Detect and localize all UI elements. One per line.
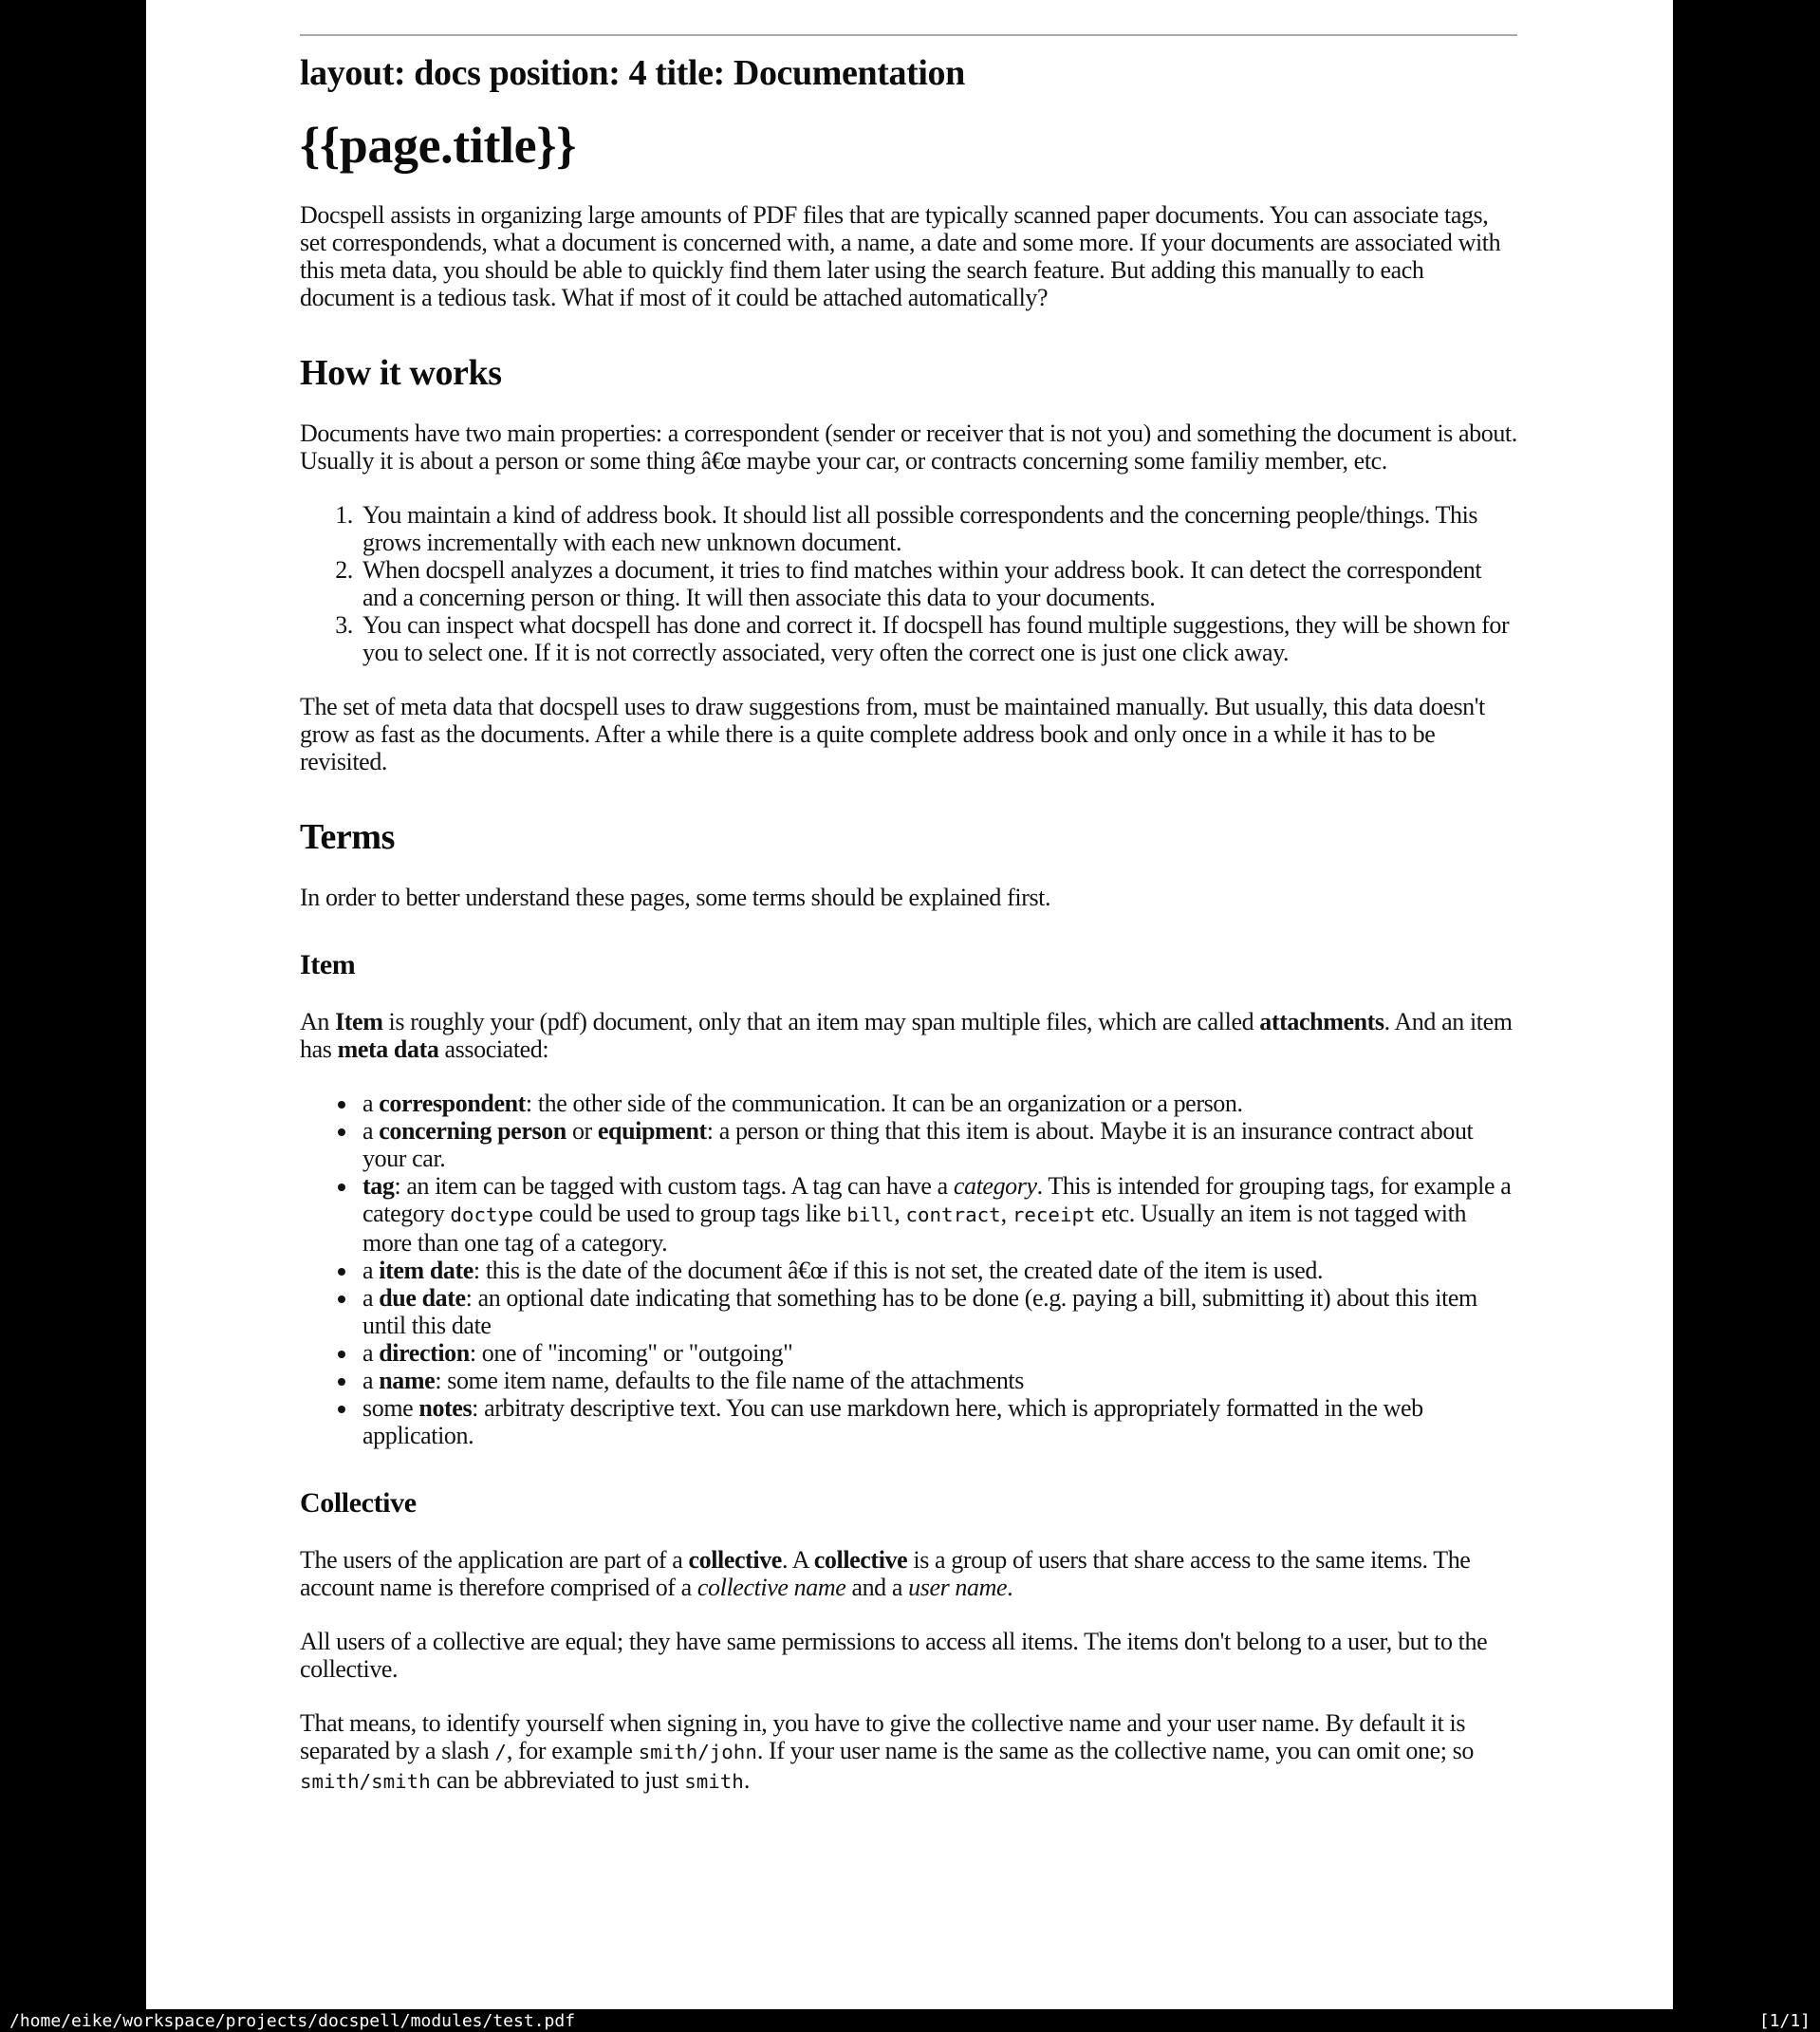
list-item bbox=[359, 1117, 1517, 1172]
text-segment: is roughly your (pdf) document, only that an item may span multiple files, which are called bbox=[382, 1008, 1260, 1035]
subsection-heading-item: Item bbox=[300, 949, 356, 980]
text-segment: . bbox=[1007, 1574, 1013, 1601]
text-segment: correspondent bbox=[379, 1090, 526, 1117]
text-segment: : the other side of the communication. It can be an organization or a person. bbox=[525, 1090, 1243, 1117]
list-item bbox=[359, 611, 1517, 666]
document-content bbox=[146, 0, 1673, 1796]
list-item bbox=[359, 1394, 1517, 1449]
text-segment: That means, to identify yourself when signing in, you have to give the collective name and your user name. By default it is separated by a slash bbox=[300, 1709, 1466, 1764]
how-it-works-paragraph bbox=[300, 419, 1517, 475]
intro-paragraph bbox=[300, 201, 1517, 311]
front-matter-heading: layout: docs position: 4 title: Documentation bbox=[300, 53, 965, 93]
text-segment: : this is the date of the document â€œ if this is not set, the created date of the item is used. bbox=[473, 1257, 1324, 1284]
list-item bbox=[359, 1339, 1517, 1367]
text-segment: . If your user name is the same as the collective name, you can omit one; so bbox=[756, 1737, 1474, 1764]
list-item bbox=[359, 501, 1517, 556]
text-segment: receipt bbox=[1012, 1203, 1096, 1226]
status-bar bbox=[0, 2009, 1820, 2032]
list-item bbox=[359, 1090, 1517, 1117]
text-segment: a bbox=[362, 1257, 380, 1284]
text-segment: : an item can be tagged with custom tags. A tag can have a bbox=[394, 1172, 954, 1200]
text-segment: can be abbreviated to just bbox=[430, 1766, 685, 1794]
text-segment: and a bbox=[845, 1574, 909, 1601]
text-segment: . bbox=[743, 1766, 750, 1794]
text-segment: All users of a collective are equal; they have same permissions to access all items. The items don't belong to a user, but to the collective. bbox=[300, 1628, 1488, 1683]
list-item bbox=[359, 556, 1517, 611]
text-segment: smith/john bbox=[638, 1741, 757, 1763]
steps-list bbox=[300, 501, 1517, 666]
text-segment: : an optional date indicating that something has to be done (e.g. paying a bill, submitting it) about this item until this date bbox=[362, 1284, 1477, 1339]
text-segment: bill bbox=[846, 1203, 895, 1226]
text-segment: : one of "incoming" or "outgoing" bbox=[469, 1339, 793, 1367]
text-segment: smith/smith bbox=[300, 1770, 431, 1793]
text-segment: or bbox=[566, 1117, 598, 1145]
text-segment: / bbox=[494, 1741, 507, 1763]
text-segment: Docspell assists in organizing large amounts of PDF files that are typically scanned paper documents. You can associate tags, set correspondends, what a document is concerned with, a name, a date and some more. If your documents are associated with this meta data, you should be able to quickly find them later using the search feature. But adding this manually to each document is a tedious task. What if most of it could be attached automatically? bbox=[300, 201, 1501, 311]
page-title: {{page.title}} bbox=[300, 117, 576, 174]
text-segment: collective bbox=[813, 1546, 908, 1574]
text-segment: In order to better understand these pages, some terms should be explained first. bbox=[300, 884, 1051, 911]
text-segment: : arbitraty descriptive text. You can use markdown here, which is appropriately formatted in the web application. bbox=[362, 1394, 1423, 1449]
text-segment: , for example bbox=[506, 1737, 639, 1764]
list-item bbox=[359, 1172, 1517, 1257]
text-segment: could be used to group tags like bbox=[533, 1200, 847, 1227]
text-segment: a bbox=[362, 1367, 380, 1394]
file-path: /home/eike/workspace/projects/docspell/modules/test.pdf bbox=[9, 2010, 576, 2031]
text-segment: collective name bbox=[696, 1574, 846, 1601]
text-segment: . A bbox=[781, 1546, 814, 1574]
text-segment: Item bbox=[335, 1008, 383, 1035]
text-segment: , bbox=[1000, 1200, 1012, 1227]
section-heading-terms: Terms bbox=[300, 817, 396, 857]
text-segment: a bbox=[362, 1339, 380, 1367]
collective-paragraph-3 bbox=[300, 1709, 1517, 1796]
list-item bbox=[359, 1284, 1517, 1339]
text-segment: : a person or thing that this item is about. Maybe it is an insurance contract about your car. bbox=[362, 1117, 1474, 1172]
text-segment: An bbox=[300, 1008, 336, 1035]
text-segment: You maintain a kind of address book. It should list all possible correspondents and the concerning people/things. This grows incrementally with each new unknown document. bbox=[362, 501, 1478, 556]
text-segment: user name bbox=[908, 1574, 1008, 1601]
text-segment: notes bbox=[418, 1394, 473, 1422]
text-segment: contract bbox=[905, 1203, 1001, 1226]
page-indicator: [1/1] bbox=[1758, 2010, 1811, 2031]
text-segment: tag bbox=[362, 1172, 395, 1200]
text-segment: is a group of users that share access to the same items. The account name is therefore comprised of a bbox=[300, 1546, 1471, 1601]
text-segment: equipment bbox=[597, 1117, 707, 1145]
document-page[interactable] bbox=[146, 0, 1673, 2009]
text-segment: . This is intended for grouping tags, for example a category bbox=[362, 1172, 1512, 1227]
meta-data-paragraph bbox=[300, 693, 1517, 775]
text-segment: category bbox=[953, 1172, 1037, 1200]
text-segment: a bbox=[362, 1284, 380, 1312]
text-segment: , bbox=[894, 1200, 906, 1227]
text-segment: collective bbox=[688, 1546, 782, 1574]
text-segment: some bbox=[362, 1394, 419, 1422]
text-segment: attachments bbox=[1259, 1008, 1384, 1035]
text-segment: smith bbox=[684, 1770, 744, 1793]
text-segment: etc. Usually an item is not tagged with more than one tag of a category. bbox=[362, 1200, 1467, 1257]
list-item bbox=[359, 1257, 1517, 1284]
text-segment: associated: bbox=[438, 1035, 549, 1063]
text-segment: name bbox=[379, 1367, 436, 1394]
text-segment: direction bbox=[379, 1339, 470, 1367]
text-segment: The users of the application are part of a bbox=[300, 1546, 689, 1574]
list-item bbox=[359, 1367, 1517, 1394]
collective-paragraph-1 bbox=[300, 1546, 1517, 1601]
section-heading-how-it-works: How it works bbox=[300, 353, 502, 393]
text-segment: . And an item has bbox=[300, 1008, 1513, 1063]
text-segment: concerning person bbox=[379, 1117, 566, 1145]
text-segment: : some item name, defaults to the file name of the attachments bbox=[435, 1367, 1024, 1394]
text-segment: a bbox=[362, 1090, 380, 1117]
text-segment: doctype bbox=[450, 1203, 534, 1226]
text-segment: When docspell analyzes a document, it tries to find matches within your address book. It can detect the correspondent and a concerning person or thing. It will then associate this data to your documents. bbox=[362, 556, 1482, 611]
text-segment: a bbox=[362, 1117, 380, 1145]
text-segment: meta data bbox=[337, 1035, 439, 1063]
terms-intro-paragraph bbox=[300, 884, 1517, 911]
subsection-heading-collective: Collective bbox=[300, 1487, 417, 1519]
text-segment: item date bbox=[379, 1257, 474, 1284]
item-properties-list bbox=[300, 1090, 1517, 1449]
text-segment: The set of meta data that docspell uses to draw suggestions from, must be maintained manually. But usually, this data doesn't grow as fast as the documents. After a while there is a quite complete address book and only once in a while it has to be revisited. bbox=[300, 693, 1485, 775]
text-segment: due date bbox=[379, 1284, 466, 1312]
collective-paragraph-2 bbox=[300, 1628, 1517, 1683]
text-segment: Documents have two main properties: a correspondent (sender or receiver that is not you) and something the document is about. Usually it is about a person or some thing â€œ maybe your car, or contracts concerning some familiy member, etc. bbox=[300, 419, 1517, 475]
item-paragraph bbox=[300, 1008, 1517, 1063]
front-matter-divider bbox=[300, 34, 1517, 36]
text-segment: You can inspect what docspell has done and correct it. If docspell has found multiple suggestions, they will be shown for you to select one. If it is not correctly associated, very often the correct one is just one click away. bbox=[362, 611, 1510, 666]
